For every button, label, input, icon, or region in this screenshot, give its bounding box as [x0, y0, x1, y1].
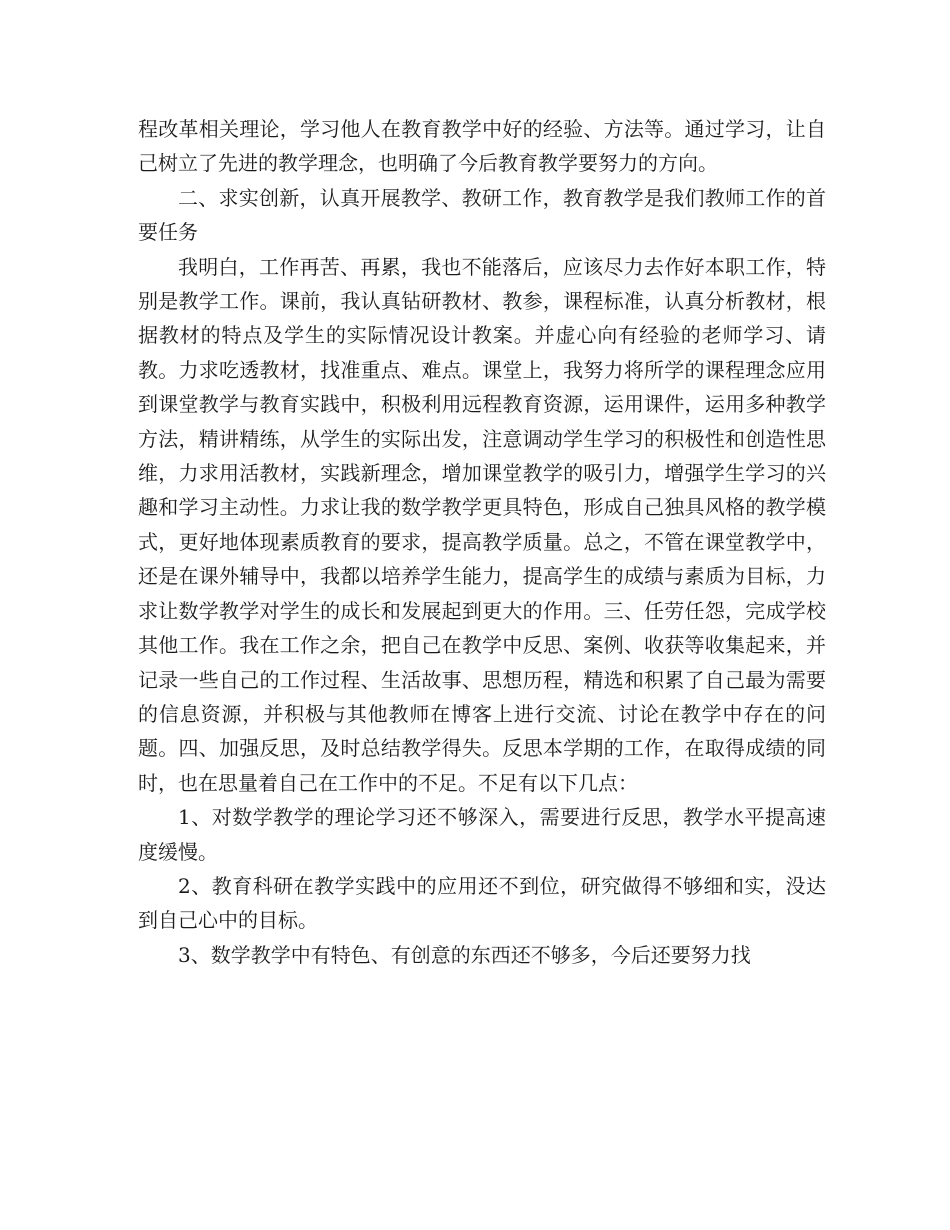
paragraph-2: 二、求实创新，认真开展教学、教研工作，教育教学是我们教师工作的首要任务 — [138, 185, 826, 245]
paragraph-3: 我明白，工作再苦、再累，我也不能落后，应该尽力去作好本职工作，特别是教学工作。课前，我认真钻研教材、教参，课程标准，认真分析教材，根据教材的特点及学生的实际情况设计教案。并虚心向有经验的老师学习、请教。力求吃透教材，找准重点、难点。课堂上，我努力将所学的课程理念应用到课堂教学与教育实践中，积极利用远程教育资源，运用课件，运用多种教学方法，精讲精练，从学生的实际出发，注意调动学生学习的积极性和创造性思维，力求用活教材，实践新理念，增加课堂教学的吸引力，增强学生学习的兴趣和学习主动性。力求让我的数学教学更具特色，形成自己独具风格的教学模式，更好地体现素质教育的要求，提高教学质量。总之，不管在课堂教学中，还是在课外辅导中，我都以培养学生能力，提高学生的成绩与素质为目标，力求让数学教学对学生的成长和发展起到更大的作用。三、任劳任怨，完成学校其他工作。我在工作之余，把自己在教学中反思、案例、收获等收集起来，并记录一些自己的工作过程、生活故事、思想历程，精选和积累了自己最为需要的信息资源，并积极与其他教师在博客上进行交流、讨论在教学中存在的问题。四、加强反思，及时总结教学得失。反思本学期的工作，在取得成绩的同时，也在思量着自己在工作中的不足。不足有以下几点： — [138, 254, 826, 795]
paragraph-6: 3、数学教学中有特色、有创意的东西还不够多，今后还要努力找 — [178, 942, 751, 967]
document-body — [138, 112, 826, 972]
paragraph-5: 2、教育科研在教学实践中的应用还不到位，研究做得不够细和实，没达到自己心中的目标。 — [138, 873, 826, 933]
paragraph-1: 程改革相关理论，学习他人在教育教学中好的经验、方法等。通过学习，让自己树立了先进的教学理念，也明确了今后教育教学要努力的方向。 — [138, 117, 826, 176]
paragraph-4: 1、对数学教学的理论学习还不够深入，需要进行反思，教学水平提高速度缓慢。 — [138, 805, 826, 864]
